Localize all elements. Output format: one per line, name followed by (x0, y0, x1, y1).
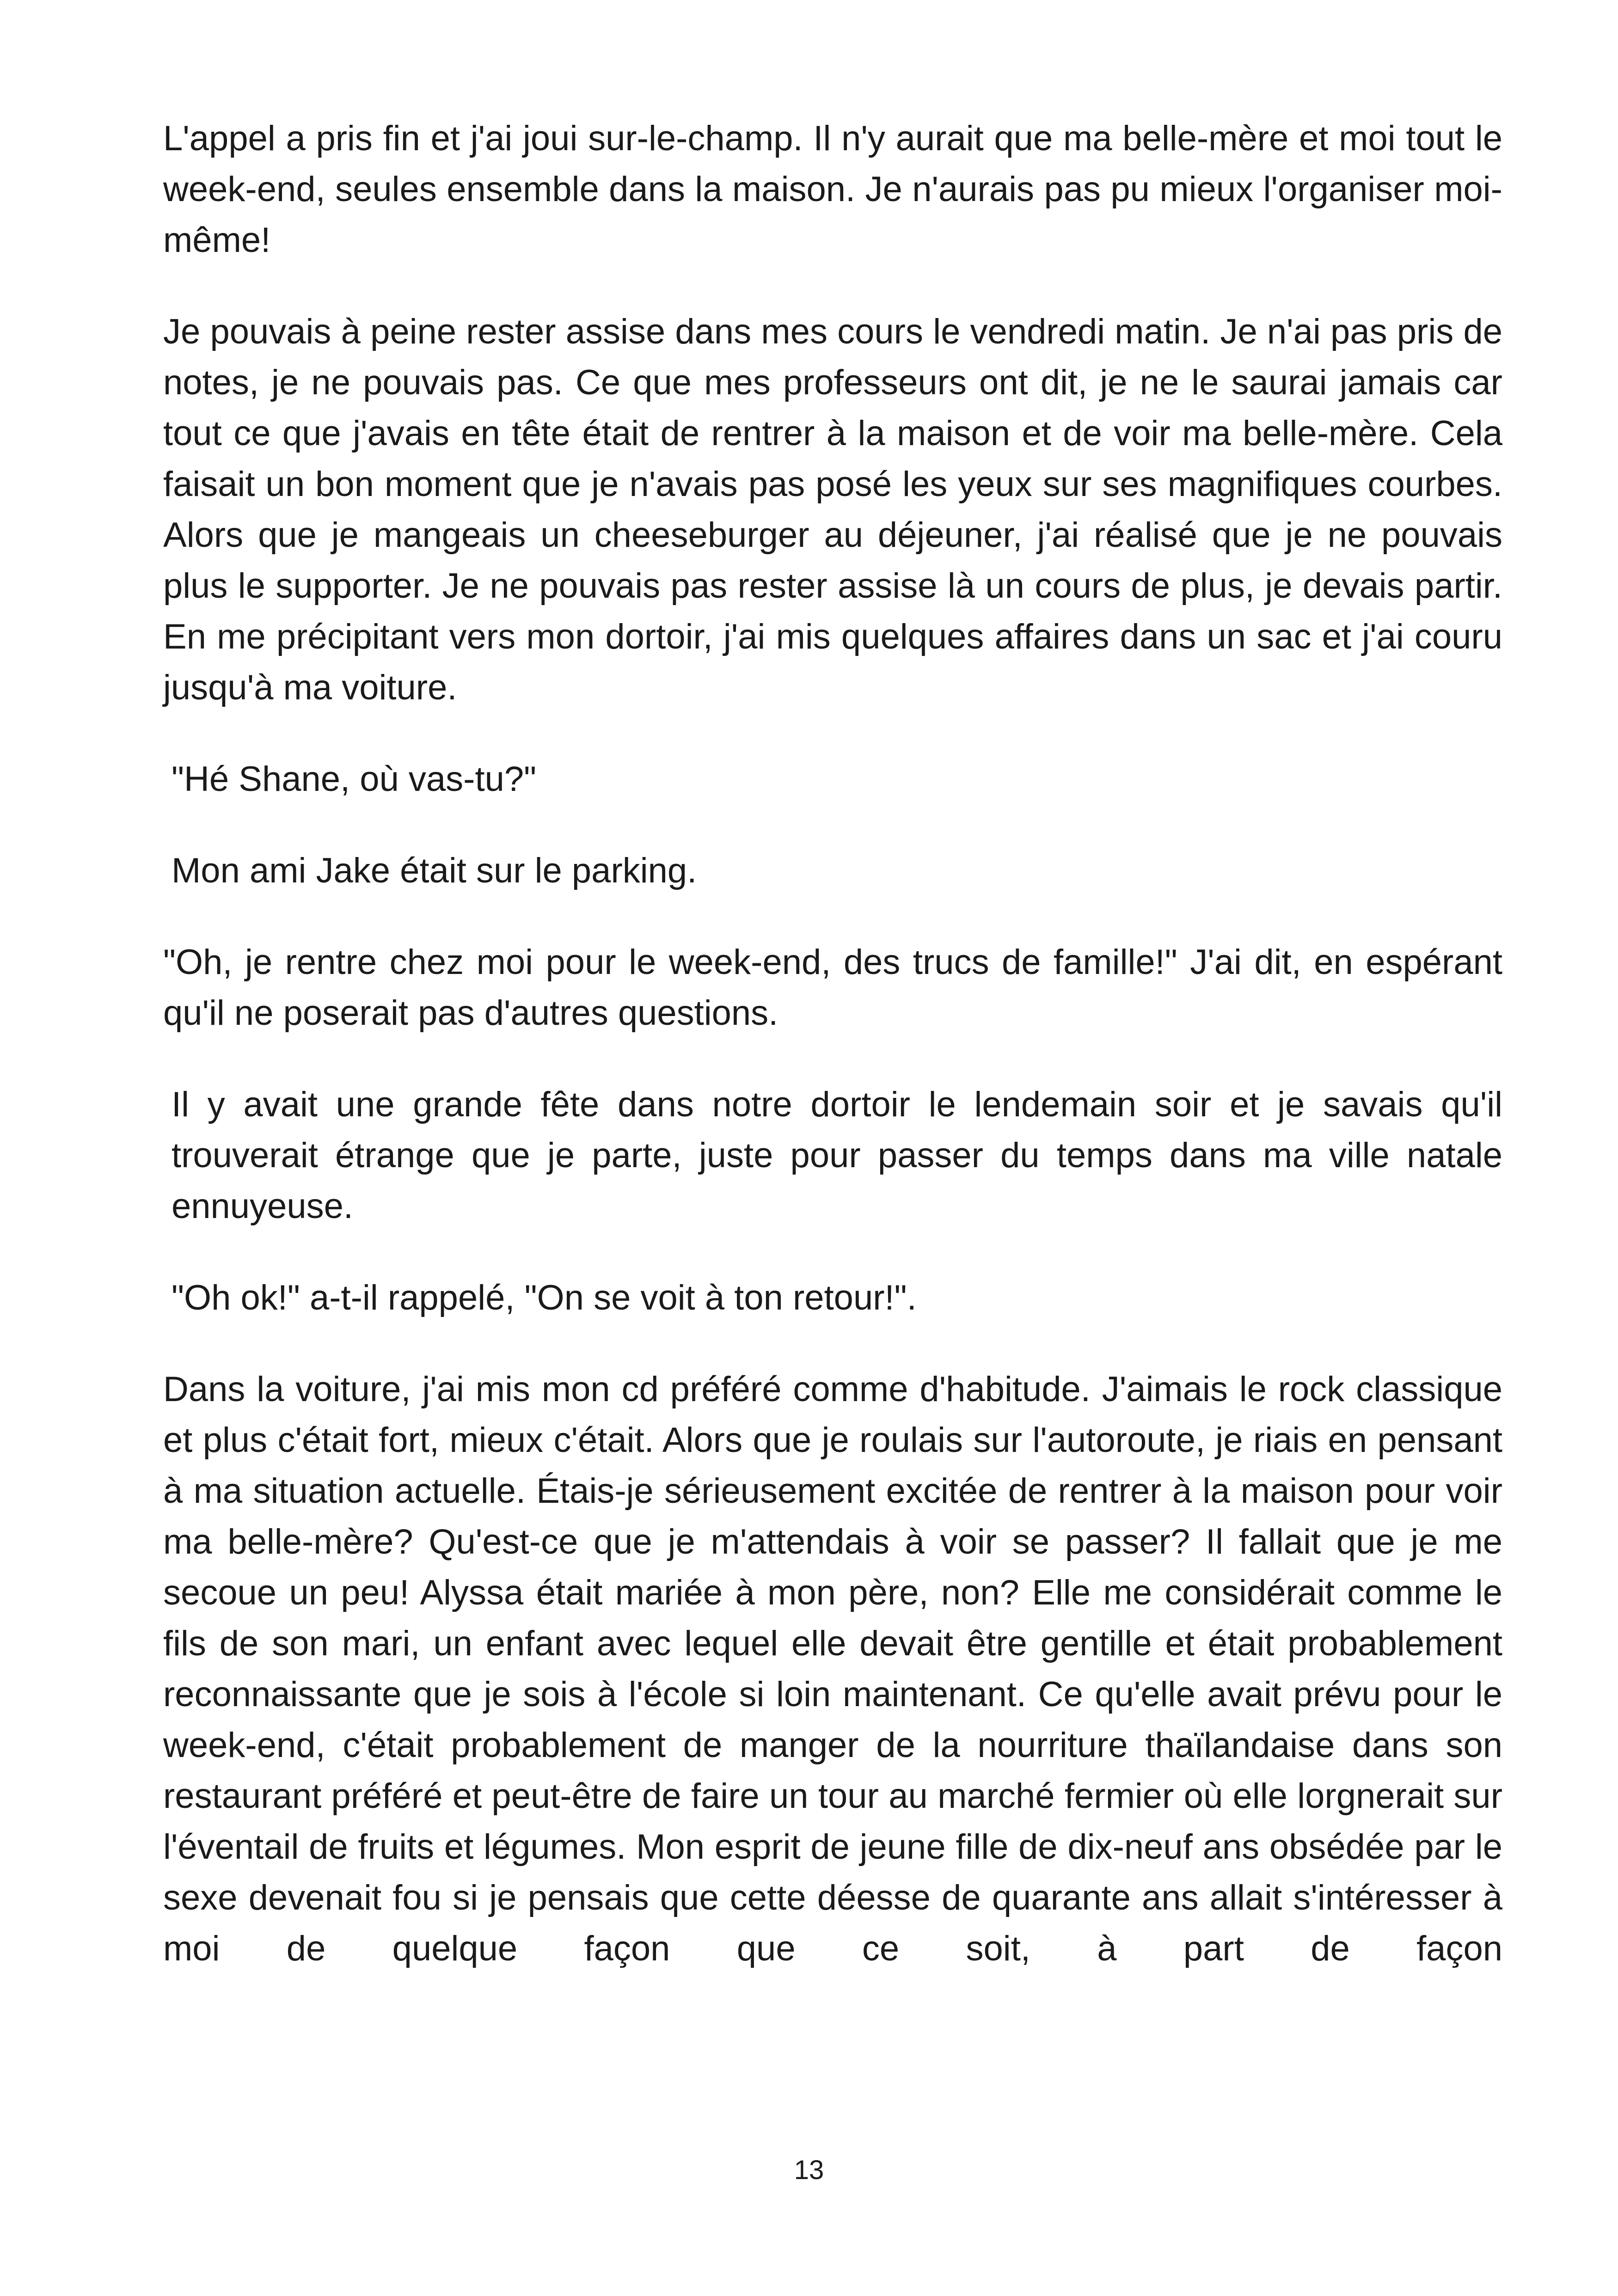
paragraph: L'appel a pris fin et j'ai joui sur-le-champ. Il n'y aurait que ma belle-mère et moi tout le week-end, seules ensemble dans la maison. Je n'aurais pas pu mieux l'organiser moi-même! (163, 119, 1502, 260)
dialogue-paragraph: "Oh, je rentre chez moi pour le week-end, des trucs de famille!" J'ai dit, en espérant qu'il ne poserait pas d'autres questions. (163, 943, 1502, 1033)
body-text (163, 113, 1502, 1974)
paragraph: Je pouvais à peine rester assise dans mes cours le vendredi matin. Je n'ai pas pris de notes, je ne pouvais pas. Ce que mes professeurs ont dit, je ne le saurai jamais car tout ce que j'avais en tête était de rentrer à la maison et de voir ma belle-mère. Cela faisait un bon moment que je n'avais pas posé les yeux sur ses magnifiques courbes. Alors que je mangeais un cheeseburger au déjeuner, j'ai réalisé que je ne pouvais plus le supporter. Je ne pouvais pas rester assise là un cours de plus, je devais partir. En me précipitant vers mon dortoir, j'ai mis quelques affaires dans un sac et j'ai couru jusqu'à ma voiture. (163, 312, 1502, 707)
paragraph: Dans la voiture, j'ai mis mon cd préféré comme d'habitude. J'aimais le rock classique et plus c'était fort, mieux c'était. Alors que je roulais sur l'autoroute, je riais en pensant à ma situation actuelle. Étais-je sérieusement excitée de rentrer à la maison pour voir ma belle-mère? Qu'est-ce que je m'attendais à voir se passer? Il fallait que je me secoue un peu! Alyssa était mariée à mon père, non? Elle me considérait comme le fils de son mari, un enfant avec lequel elle devait être gentille et était probablement reconnaissante que je sois à l'école si loin maintenant. Ce qu'elle avait prévu pour le week-end, c'était probablement de manger de la nourriture thaïlandaise dans son restaurant préféré et peut-être de faire un tour au marché fermier où elle lorgnerait sur l'éventail de fruits et légumes. Mon esprit de jeune fille de dix-neuf ans obsédée par le sexe devenait fou si je pensais que cette déesse de quarante ans allait s'intéresser à moi de quelque façon que ce soit, à part de façon (163, 1370, 1502, 1968)
dialogue-paragraph: "Hé Shane, où vas-tu?" (172, 759, 537, 799)
page-number: 13 (794, 2155, 824, 2185)
paragraph: Il y avait une grande fête dans notre dortoir le lendemain soir et je savais qu'il trouverait étrange que je parte, juste pour passer du temps dans ma ville natale ennuyeuse. (172, 1085, 1502, 1226)
paragraph: Mon ami Jake était sur le parking. (172, 851, 697, 890)
dialogue-paragraph: "Oh ok!" a-t-il rappelé, "On se voit à ton retour!". (172, 1278, 917, 1317)
